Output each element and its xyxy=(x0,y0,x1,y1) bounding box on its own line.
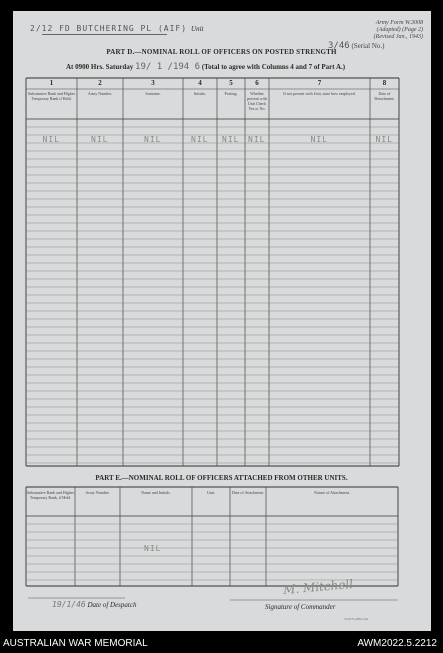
column-header: Posting. xyxy=(224,91,238,96)
part-e-column-header: Substantive Rank and Higher Temporary Rank, if Held. xyxy=(27,490,74,500)
nil-entry: NIL xyxy=(222,135,240,144)
unit-value: 2/12 FD BUTCHERING PL (AIF) xyxy=(30,24,188,33)
despatch-date xyxy=(52,600,136,609)
nil-entry: NIL xyxy=(144,135,162,144)
part-e-column-header: Nature of Attachment. xyxy=(314,490,350,495)
nil-entry: NIL xyxy=(191,135,209,144)
despatch-date-value: 19/1/46 xyxy=(52,600,86,609)
printer-code: 5.9.2175-2000-1/44 xyxy=(344,617,368,621)
despatch-date-label: Date of Despatch xyxy=(87,601,137,609)
column-number: 8 xyxy=(382,79,387,87)
serial-value: 3/46 xyxy=(328,41,350,51)
caption-accession: AWM2022.5.2212 xyxy=(357,638,437,649)
part-e-column-header: Date of Attachment. xyxy=(231,490,265,495)
column-header: Initials. xyxy=(193,91,207,96)
at-date: 19/ 1 /194 6 xyxy=(135,62,201,72)
column-number: 5 xyxy=(229,79,233,87)
at-prefix: At 0900 Hrs. Saturday xyxy=(66,63,134,71)
column-header: Substantive Rank and Higher Temporary Rank if Held. xyxy=(28,91,75,101)
part-e-column-header: Unit. xyxy=(206,490,216,495)
at-suffix: (Total to agree with Columns 4 and 7 of Part A.) xyxy=(201,63,346,71)
form-ref-line1: Army Form W.3008 xyxy=(375,20,423,26)
column-header: Surname. xyxy=(145,91,161,96)
part-e-column-header: Name and Initials. xyxy=(141,490,171,495)
column-number: 2 xyxy=(98,79,102,87)
signature-label: Signature of Commander xyxy=(265,603,336,611)
commander-signature: M. Mitchell xyxy=(282,576,354,598)
column-number: 6 xyxy=(255,79,259,87)
part-e-nil: NIL xyxy=(144,544,162,553)
column-number: 4 xyxy=(198,79,202,87)
column-header: Date of Detachment. xyxy=(374,91,395,101)
column-number: 3 xyxy=(151,79,155,87)
nil-entry: NIL xyxy=(375,135,393,144)
caption-institution: AUSTRALIAN WAR MEMORIAL xyxy=(3,638,148,649)
column-header: If not present with Unit, state how employed. xyxy=(283,91,356,96)
part-d-grid xyxy=(26,78,399,466)
part-e-column-header: Army Number. xyxy=(85,490,110,495)
part-d-title: PART D.—NOMINAL ROLL OF OFFICERS ON POSTED STRENGTH xyxy=(106,48,337,56)
column-header: Whether present with Unit Check Yes or No. xyxy=(247,91,267,111)
serial-label: (Serial No.) xyxy=(351,42,385,50)
column-number: 7 xyxy=(317,79,322,87)
nil-entry: NIL xyxy=(42,135,60,144)
part-e-title: PART E.—NOMINAL ROLL OF OFFICERS ATTACHED FROM OTHER UNITS. xyxy=(95,474,348,482)
unit-label: Unit xyxy=(191,25,204,33)
form-ref-line2: (Adapted) (Page 2) xyxy=(376,27,423,33)
nil-entry: NIL xyxy=(310,135,328,144)
column-header: Army Number. xyxy=(87,91,113,96)
nil-entry: NIL xyxy=(91,135,109,144)
form-ref-line3: (Revised Jan., 1943) xyxy=(373,34,423,40)
nil-entry: NIL xyxy=(248,135,266,144)
column-number: 1 xyxy=(49,79,54,87)
